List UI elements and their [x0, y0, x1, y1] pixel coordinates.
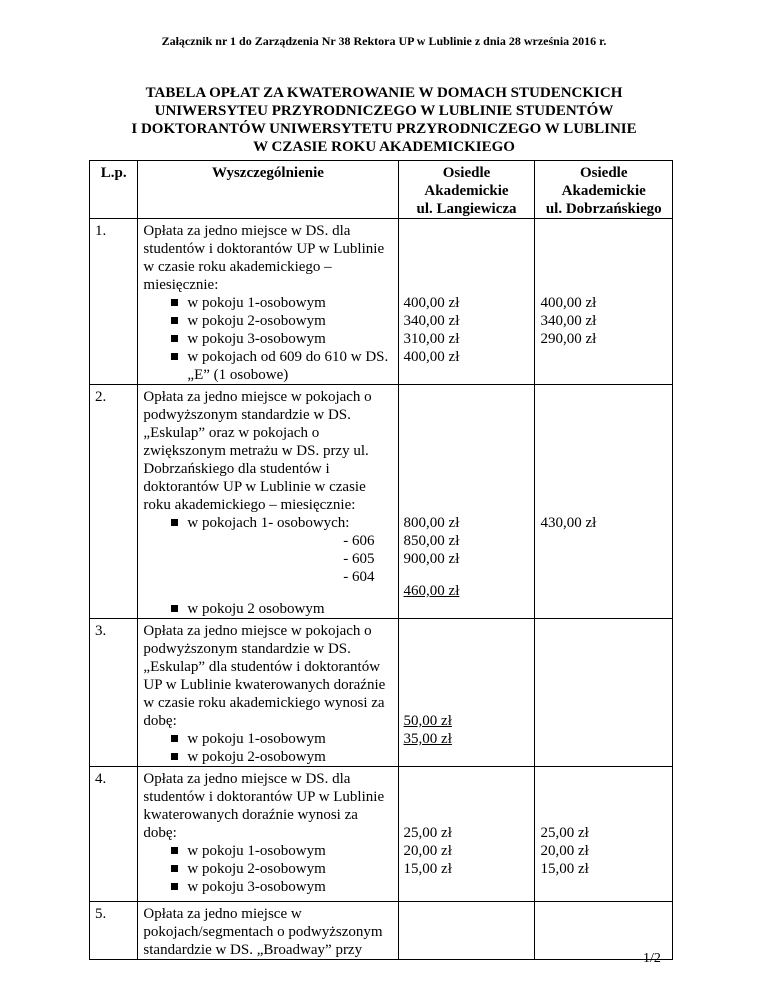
price: 340,00 zł: [403, 313, 460, 329]
row3-dobrzanskiego: [535, 619, 673, 767]
row3-desc-text: Opłata za jedno miejsce w pokojach o podwyższonym standardzie w DS. „Eskulap” dla studentów i doktorantów UP w Lublinie kwaterowanych doraźnie w czasie roku akademickiego wynosi za dobę:: [143, 623, 386, 729]
price: 15,00 zł: [540, 861, 589, 877]
header-dobr-l2: Akademickie: [561, 183, 646, 199]
list-item: w pokoju 1-osobowym: [171, 294, 392, 312]
price: 400,00 zł: [403, 349, 460, 365]
row3-room-list: [143, 730, 392, 766]
list-item: w pokoju 2 osobowym: [171, 600, 392, 618]
document-title: [0, 84, 768, 156]
header-lp: L.p.: [90, 161, 138, 219]
row2-desc-text: Opłata za jedno miejsce w pokojach o podwyższonym standardzie w DS. „Eskulap” oraz w pokojach o zwiększonym metrażu w DS. przy ul. Dobrzańskiego dla studentów i doktorantów UP w Lublinie w czasie roku akademickiego – miesięcznie:: [143, 389, 372, 513]
row4-desc-text: Opłata za jedno miejsce w DS. dla studentów i doktorantów UP w Lublinie kwaterowanych doraźnie wynosi za dobę:: [143, 771, 385, 841]
row1-description: [138, 219, 398, 385]
price: 25,00 zł: [540, 825, 589, 841]
room-number: - 605: [343, 551, 375, 567]
row1-langiewicza: [398, 219, 535, 385]
row5-lp: 5.: [90, 902, 138, 960]
row3-lp: 3.: [90, 619, 138, 767]
price: 15,00 zł: [403, 861, 452, 877]
header-lang-l2: Akademickie: [424, 183, 509, 199]
page-number: 1/2: [643, 951, 661, 966]
price: 50,00 zł: [403, 713, 452, 729]
row4-langiewicza: [398, 767, 535, 902]
header-dobr-l3: ul. Dobrzańskiego: [545, 201, 662, 217]
header-lang-l1: Osiedle: [442, 165, 491, 181]
table-row-5: [90, 902, 673, 960]
price: 850,00 zł: [403, 533, 460, 549]
row4-lp: 4.: [90, 767, 138, 902]
row4-room-list: [143, 842, 392, 896]
title-line-2: UNIWERSYTEU PRZYRODNICZEGO W LUBLINIE STUDENTÓW: [154, 103, 614, 119]
list-item: w pokoju 1-osobowym: [171, 730, 392, 748]
row2-lp: 2.: [90, 385, 138, 619]
price: 35,00 zł: [403, 731, 452, 747]
row2-room-list: [143, 514, 392, 532]
row3-description: [138, 619, 398, 767]
table-row-2: [90, 385, 673, 619]
row1-desc-text: Opłata za jedno miejsce w DS. dla studentów i doktorantów UP w Lublinie w czasie roku akademickiego – miesięcznie:: [143, 223, 385, 293]
title-line-1: TABELA OPŁAT ZA KWATEROWANIE W DOMACH STUDENCKICH: [145, 85, 623, 101]
attachment-note: Załącznik nr 1 do Zarządzenia Nr 38 Rektora UP w Lublinie z dnia 28 września 2016 r.: [161, 34, 607, 48]
row4-dobrzanskiego: [535, 767, 673, 902]
price: 340,00 zł: [540, 313, 597, 329]
table-row-4: [90, 767, 673, 902]
row4-description: [138, 767, 398, 902]
row5-description: Opłata za jedno miejsce w pokojach/segmentach o podwyższonym standardzie w DS. „Broadway” przy: [138, 902, 398, 960]
list-item: w pokojach od 609 do 610 w DS. „E” (1 osobowe): [171, 348, 392, 384]
list-item: w pokoju 3-osobowym: [171, 330, 392, 348]
fees-table: [89, 160, 673, 960]
room-number: - 604: [343, 569, 375, 585]
price: 400,00 zł: [403, 295, 460, 311]
table-header-row: [90, 161, 673, 219]
row3-langiewicza: [398, 619, 535, 767]
row1-room-list: [143, 294, 392, 384]
price: 20,00 zł: [540, 843, 589, 859]
list-item: w pokoju 3-osobowym: [171, 878, 392, 896]
row1-lp: 1.: [90, 219, 138, 385]
list-item: w pokoju 2-osobowym: [171, 860, 392, 878]
header-description: Wyszczególnienie: [138, 161, 398, 219]
price: 800,00 zł: [403, 515, 460, 531]
table-row-1: [90, 219, 673, 385]
title-line-4: W CZASIE ROKU AKADEMICKIEGO: [253, 139, 515, 155]
price: 400,00 zł: [540, 295, 597, 311]
header-lang-l3: ul. Langiewicza: [416, 201, 517, 217]
list-item: w pokojach 1- osobowych:: [171, 514, 392, 532]
row2-dobrzanskiego: [535, 385, 673, 619]
row2-langiewicza: [398, 385, 535, 619]
row2-room-list-2: [143, 600, 392, 618]
price: 460,00 zł: [403, 583, 460, 599]
header-langiewicza: [398, 161, 535, 219]
price: 20,00 zł: [403, 843, 452, 859]
table-row-3: [90, 619, 673, 767]
room-number: - 606: [343, 533, 375, 549]
list-item: w pokoju 2-osobowym: [171, 748, 392, 766]
row1-dobrzanskiego: [535, 219, 673, 385]
price: 310,00 zł: [403, 331, 460, 347]
header-dobrzanskiego: [535, 161, 673, 219]
price: 900,00 zł: [403, 551, 460, 567]
row2-room-numbers: [143, 532, 392, 586]
price: 25,00 zł: [403, 825, 452, 841]
row2-description: [138, 385, 398, 619]
price: 430,00 zł: [540, 515, 597, 531]
title-line-3: I DOKTORANTÓW UNIWERSYTETU PRZYRODNICZEGO W LUBLINIE: [131, 121, 637, 137]
list-item: w pokoju 1-osobowym: [171, 842, 392, 860]
price: 290,00 zł: [540, 331, 597, 347]
header-dobr-l1: Osiedle: [579, 165, 628, 181]
list-item: w pokoju 2-osobowym: [171, 312, 392, 330]
row5-langiewicza: [398, 902, 535, 960]
